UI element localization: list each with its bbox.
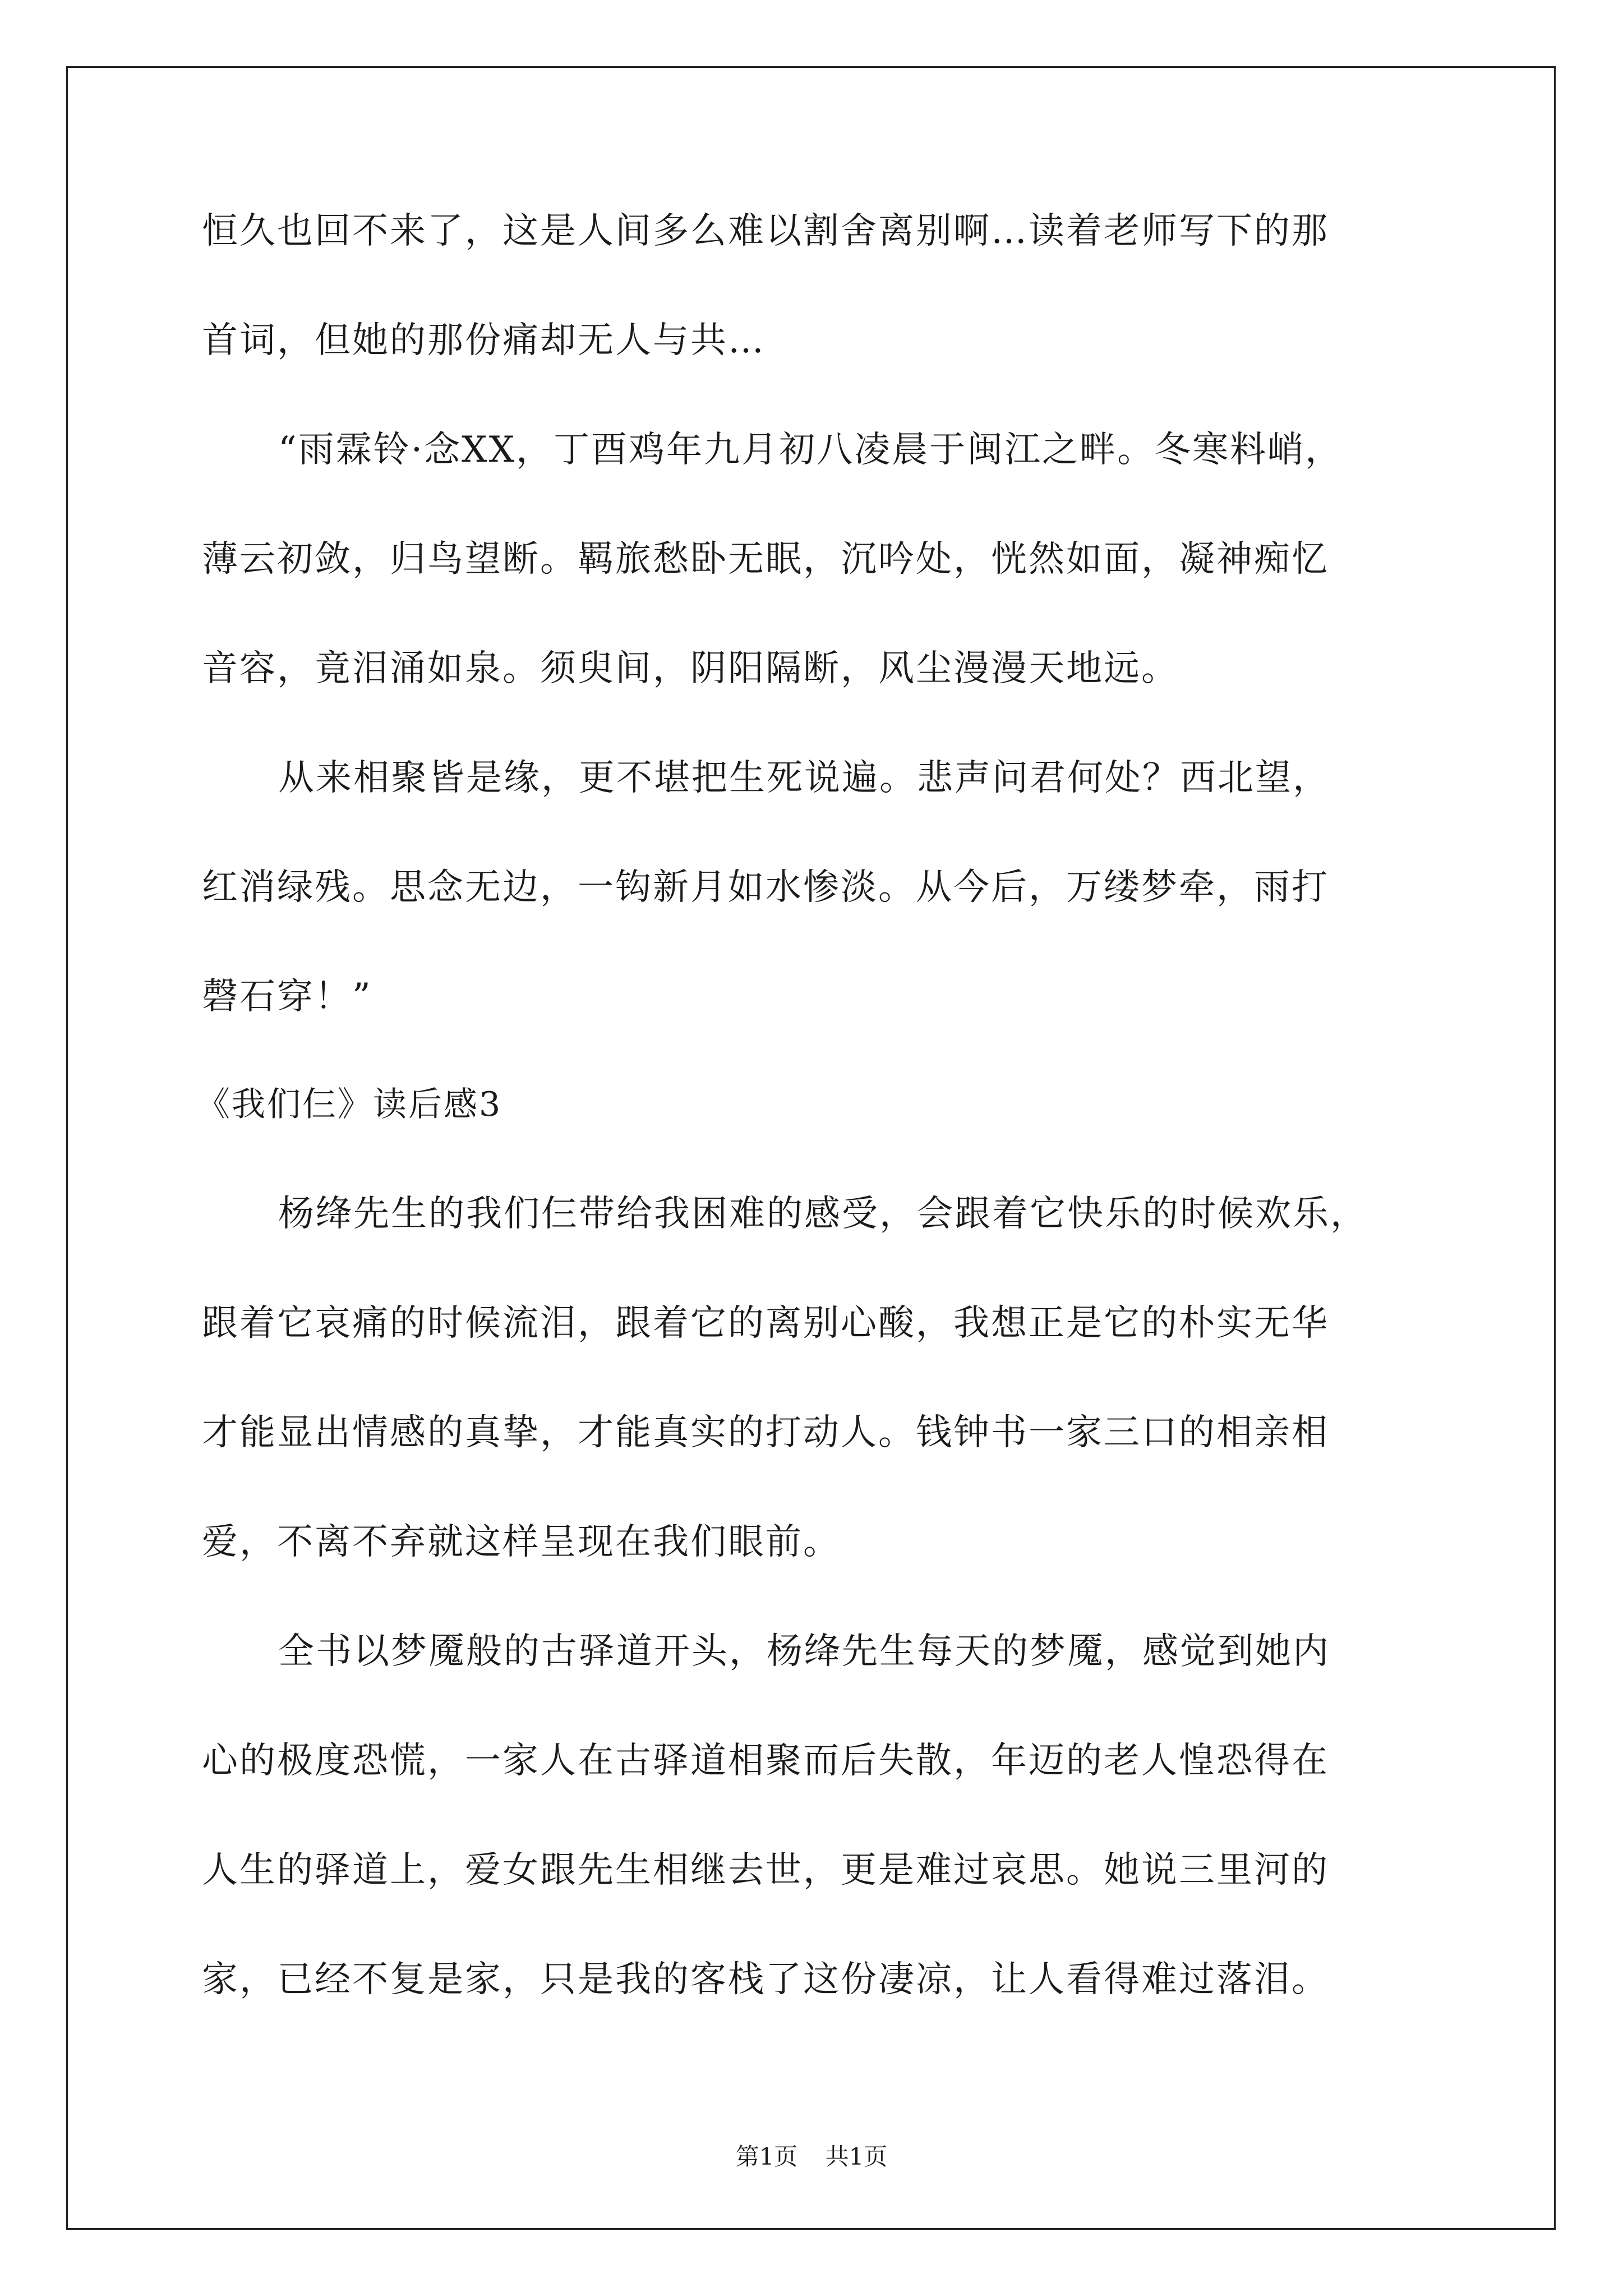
text-line: 心的极度恐慌，一家人在古驿道相聚而后失散，年迈的老人惶恐得在	[202, 1740, 1329, 1782]
text-line: 磬石穿！”	[202, 976, 372, 1018]
text-line: 人生的驿道上，爱女跟先生相继去世，更是难过哀思。她说三里河的	[202, 1849, 1329, 1891]
page-number: 第1页	[735, 2143, 798, 2170]
text-line: 红消绿残。思念无边，一钩新月如水惨淡。从今后，万缕梦牵，雨打	[202, 867, 1329, 908]
text-line: 音容，竟泪涌如泉。须臾间，阴阳隔断，风尘漫漫天地远。	[202, 648, 1179, 689]
text-line: 才能显出情感的真挚，才能真实的打动人。钱钟书一家三口的相亲相	[202, 1412, 1329, 1453]
text-line: 首词，但她的那份痛却无人与共…	[202, 320, 766, 361]
text-line: 恒久也回不来了，这是人间多么难以割舍离别啊…读着老师写下的那	[202, 210, 1329, 252]
text-line: 薄云初敛，归鸟望断。羁旅愁卧无眠，沉吟处，恍然如面，凝神痴忆	[202, 539, 1329, 580]
text-line: 全书以梦魇般的古驿道开头，杨绛先生每天的梦魇，感觉到她内	[278, 1631, 1330, 1672]
section-heading: 《我们仨》读后感3	[196, 1085, 502, 1124]
text-line: 杨绛先生的我们仨带给我困难的感受，会跟着它快乐的时候欢乐，	[278, 1193, 1368, 1235]
text-line: “雨霖铃·念XX，丁酉鸡年九月初八凌晨于闽江之畔。冬寒料峭，	[278, 429, 1343, 471]
text-line: 家，已经不复是家，只是我的客栈了这份凄凉，让人看得难过落泪。	[202, 1959, 1329, 2000]
page-footer	[0, 2143, 1623, 2171]
page-total: 共1页	[825, 2143, 888, 2170]
text-line: 爱，不离不弃就这样呈现在我们眼前。	[202, 1521, 841, 1563]
text-line: 跟着它哀痛的时候流泪，跟着它的离别心酸，我想正是它的朴实无华	[202, 1303, 1329, 1344]
text-line: 从来相聚皆是缘，更不堪把生死说遍。悲声问君何处？西北望，	[278, 757, 1330, 799]
document-body	[196, 208, 1469, 2003]
